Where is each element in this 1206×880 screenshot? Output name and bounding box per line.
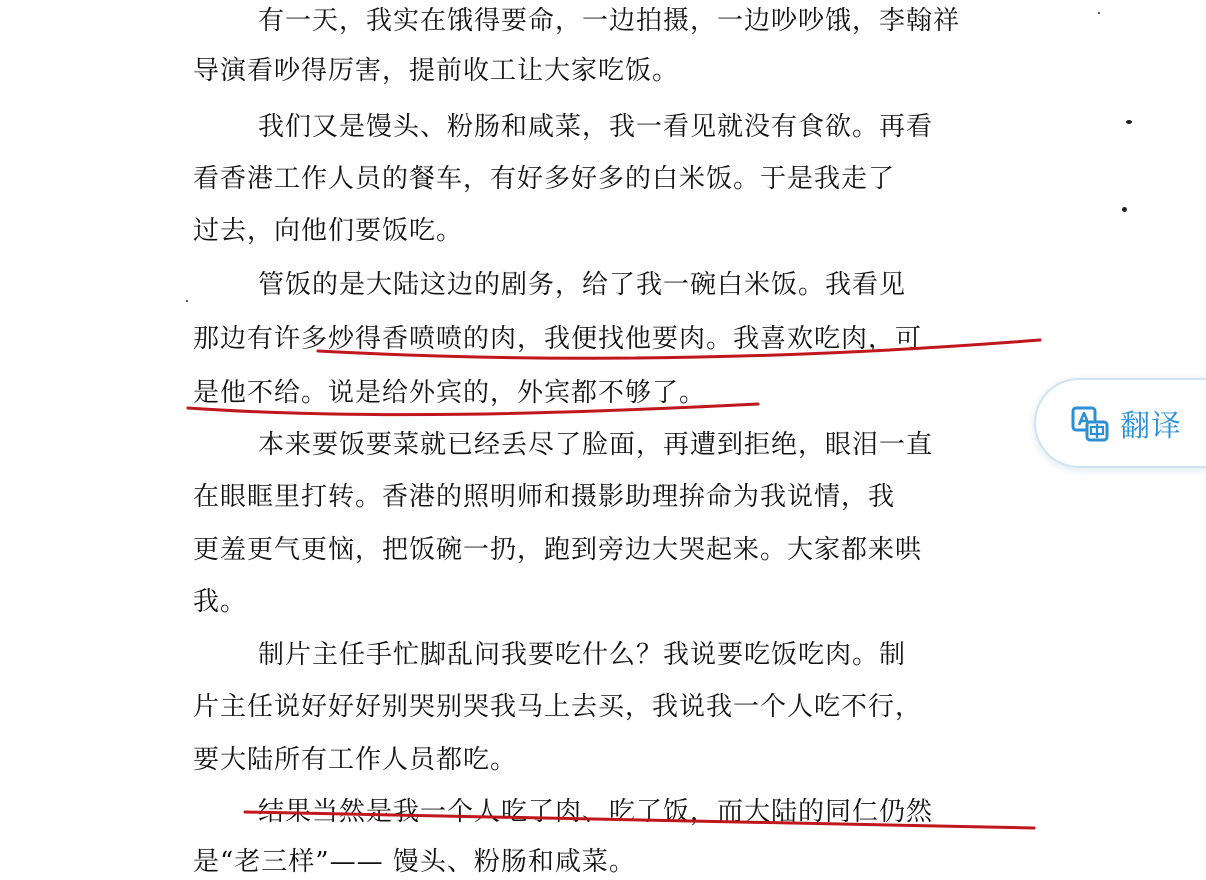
scan-speck (1098, 12, 1100, 14)
text-line-17: 是“老三样”—— 馒头、粉肠和咸菜。 (193, 847, 636, 877)
scan-speck (1122, 207, 1127, 212)
text-line-6: 管饭的是大陆这边的剧务，给了我一碗白米饭。我看见 (258, 270, 907, 300)
text-line-13: 制片主任手忙脚乱问我要吃什么？我说要吃饭吃肉。制 (258, 640, 907, 670)
scan-speck (1126, 120, 1132, 124)
text-line-5: 过去，向他们要饭吃。 (193, 216, 464, 246)
text-line-8: 是他不给。说是给外宾的，外宾都不够了。 (193, 378, 707, 408)
text-line-3: 我们又是馒头、粉肠和咸菜，我一看见就没有食欲。再看 (258, 112, 934, 142)
text-line-10: 在眼眶里打转。香港的照明师和摄影助理拚命为我说情，我 (193, 482, 896, 512)
text-line-7: 那边有许多炒得香喷喷的肉，我便找他要肉。我喜欢吃肉，可 (193, 324, 923, 354)
text-line-9: 本来要饭要菜就已经丢尽了脸面，再遭到拒绝，眼泪一直 (258, 430, 934, 460)
text-line-14: 片主任说好好好别哭别哭我马上去买，我说我一个人吃不行， (193, 692, 923, 722)
translate-button[interactable] (1034, 378, 1206, 468)
text-line-4: 看香港工作人员的餐车，有好多好多的白米饭。于是我走了 (193, 164, 896, 194)
text-line-15: 要大陆所有工作人员都吃。 (193, 745, 518, 775)
translate-button-label: 翻译 (1120, 409, 1182, 444)
text-line-1: 有一天，我实在饿得要命，一边拍摄，一边吵吵饿，李翰祥 (258, 6, 961, 36)
scan-speck (186, 300, 188, 302)
text-line-11: 更羞更气更恼，把饭碗一扔，跑到旁边大哭起来。大家都来哄 (193, 535, 923, 565)
text-line-2: 导演看吵得厉害，提前收工让大家吃饭。 (193, 56, 680, 86)
translate-icon (1070, 403, 1110, 443)
text-line-12: 我。 (193, 587, 248, 617)
text-line-16: 结果当然是我一个人吃了肉、吃了饭，而大陆的同仁仍然 (258, 797, 934, 827)
